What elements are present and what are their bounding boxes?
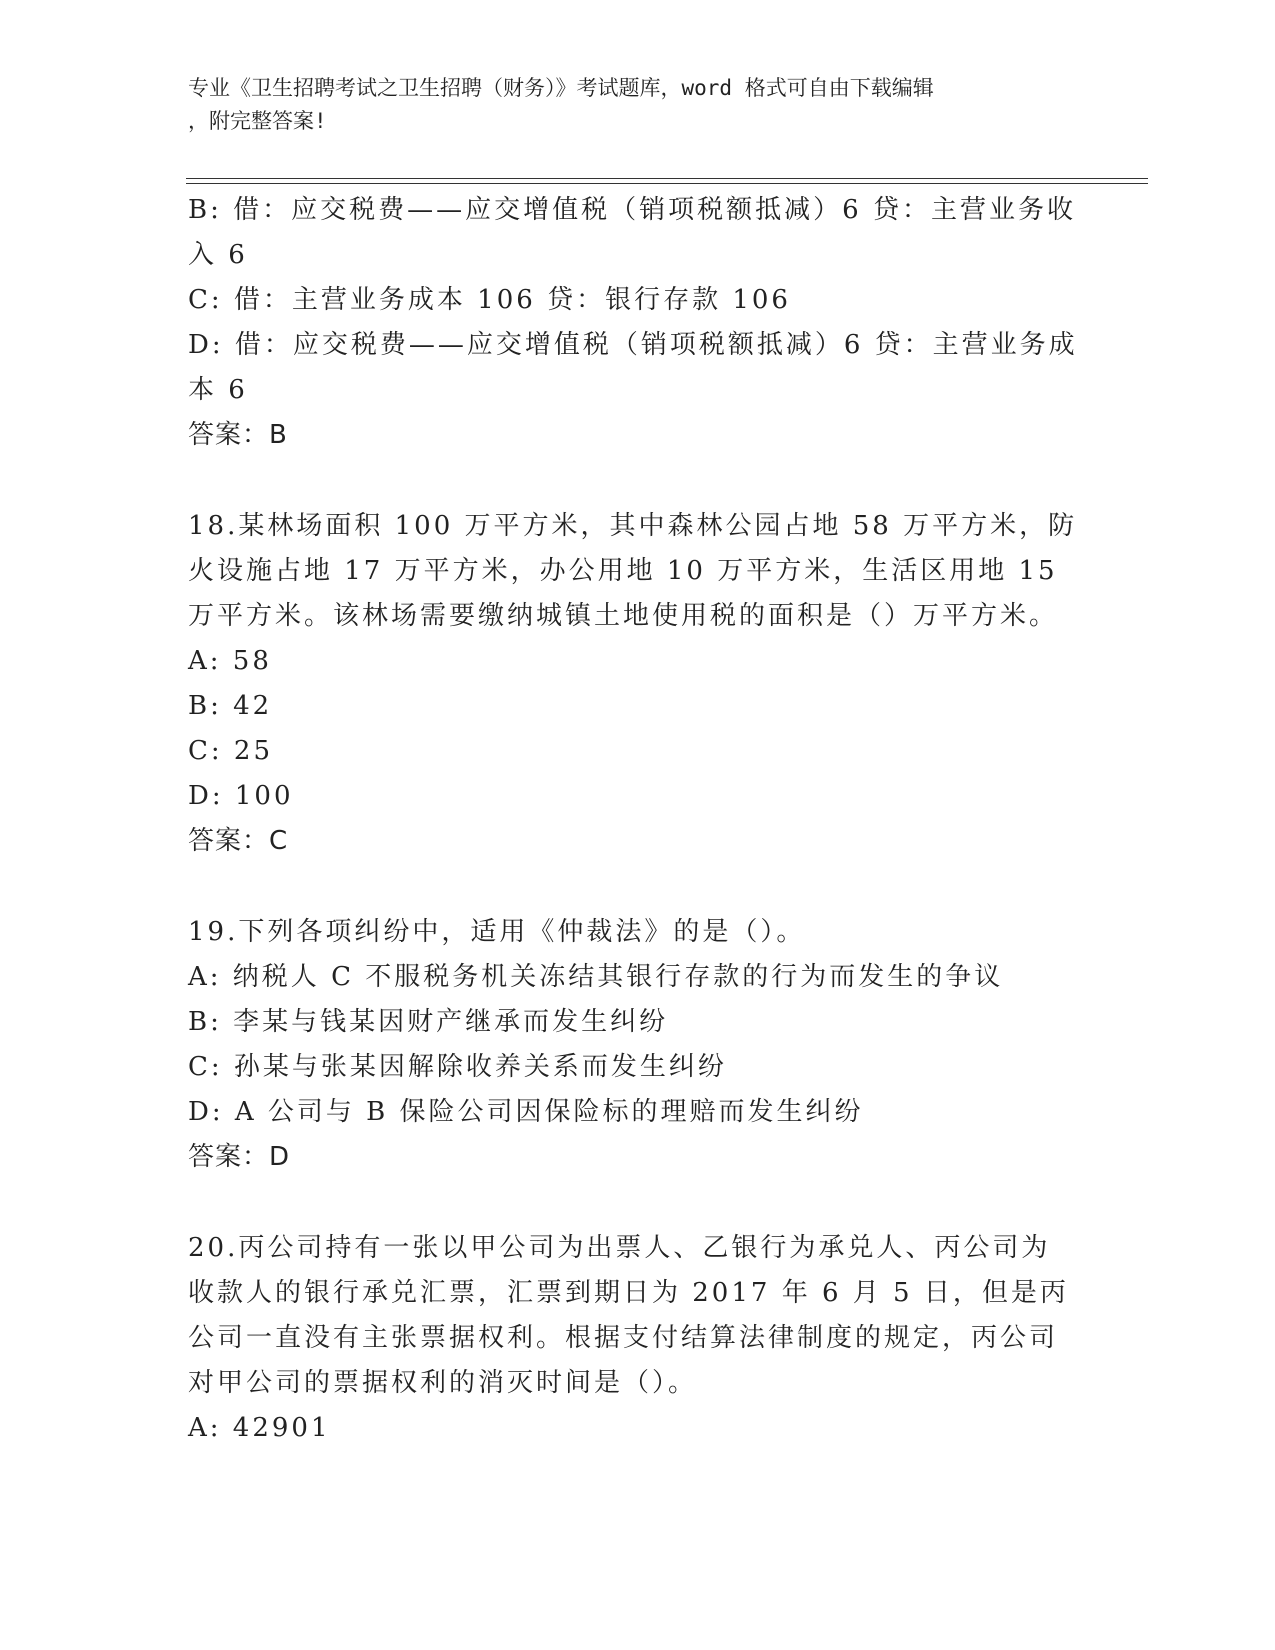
option-c: C: 25 <box>188 736 274 766</box>
spacer <box>188 458 1078 504</box>
option-d: D: 借：应交税费——应交增值税（销项税额抵减）6 贷：主营业务成本 6 <box>188 330 1078 405</box>
option-b: B: 42 <box>188 691 273 721</box>
header-line-1: 专业《卫生招聘考试之卫生招聘（财务）》考试题库，word 格式可自由下载编辑 <box>188 76 934 100</box>
spacer <box>188 864 1078 910</box>
option-a: A: 58 <box>188 646 272 676</box>
option-b: B: 李某与钱某因财产继承而发生纠纷 <box>188 1007 669 1037</box>
option-d: D: A 公司与 B 保险公司因保险标的理赔而发生纠纷 <box>188 1097 864 1127</box>
answer-line: 答案：D <box>188 1142 291 1172</box>
header-divider-bottom <box>186 183 1148 184</box>
header-line-2: ，附完整答案! <box>188 109 327 133</box>
question-17-remainder <box>188 188 1078 458</box>
answer-line: 答案：B <box>188 420 288 450</box>
spacer <box>188 1180 1078 1226</box>
option-d: D: 100 <box>188 781 294 811</box>
option-b: B: 借：应交税费——应交增值税（销项税额抵减）6 贷：主营业务收入 6 <box>188 195 1076 270</box>
option-a: A: 纳税人 C 不服税务机关冻结其银行存款的行为而发生的争议 <box>188 962 1004 992</box>
question-list <box>188 188 1078 1451</box>
option-c: C: 孙某与张某因解除收养关系而发生纠纷 <box>188 1052 727 1082</box>
question-text: 19.下列各项纠纷中，适用《仲裁法》的是（）。 <box>188 917 806 947</box>
question-19 <box>188 910 1078 1180</box>
option-a: A: 42901 <box>188 1413 331 1443</box>
question-20 <box>188 1226 1078 1451</box>
option-c: C: 借：主营业务成本 106 贷：银行存款 106 <box>188 285 791 315</box>
question-text: 18.某林场面积 100 万平方米，其中森林公园占地 58 万平方米，防火设施占地 17 万平方米，办公用地 10 万平方米，生活区用地 15 万平方米。该林场需要缴纳城镇土地使用税的面积是（）万平方米。 <box>188 511 1078 631</box>
answer-line: 答案：C <box>188 826 289 856</box>
question-text: 20.丙公司持有一张以甲公司为出票人、乙银行为承兑人、丙公司为收款人的银行承兑汇票，汇票到期日为 2017 年 6 月 5 日，但是丙公司一直没有主张票据权利。根据支付结算法律制度的规定，丙公司对甲公司的票据权利的消灭时间是（）。 <box>188 1233 1069 1398</box>
header-divider-top <box>186 178 1148 179</box>
question-18 <box>188 504 1078 864</box>
page-header <box>188 72 1068 138</box>
